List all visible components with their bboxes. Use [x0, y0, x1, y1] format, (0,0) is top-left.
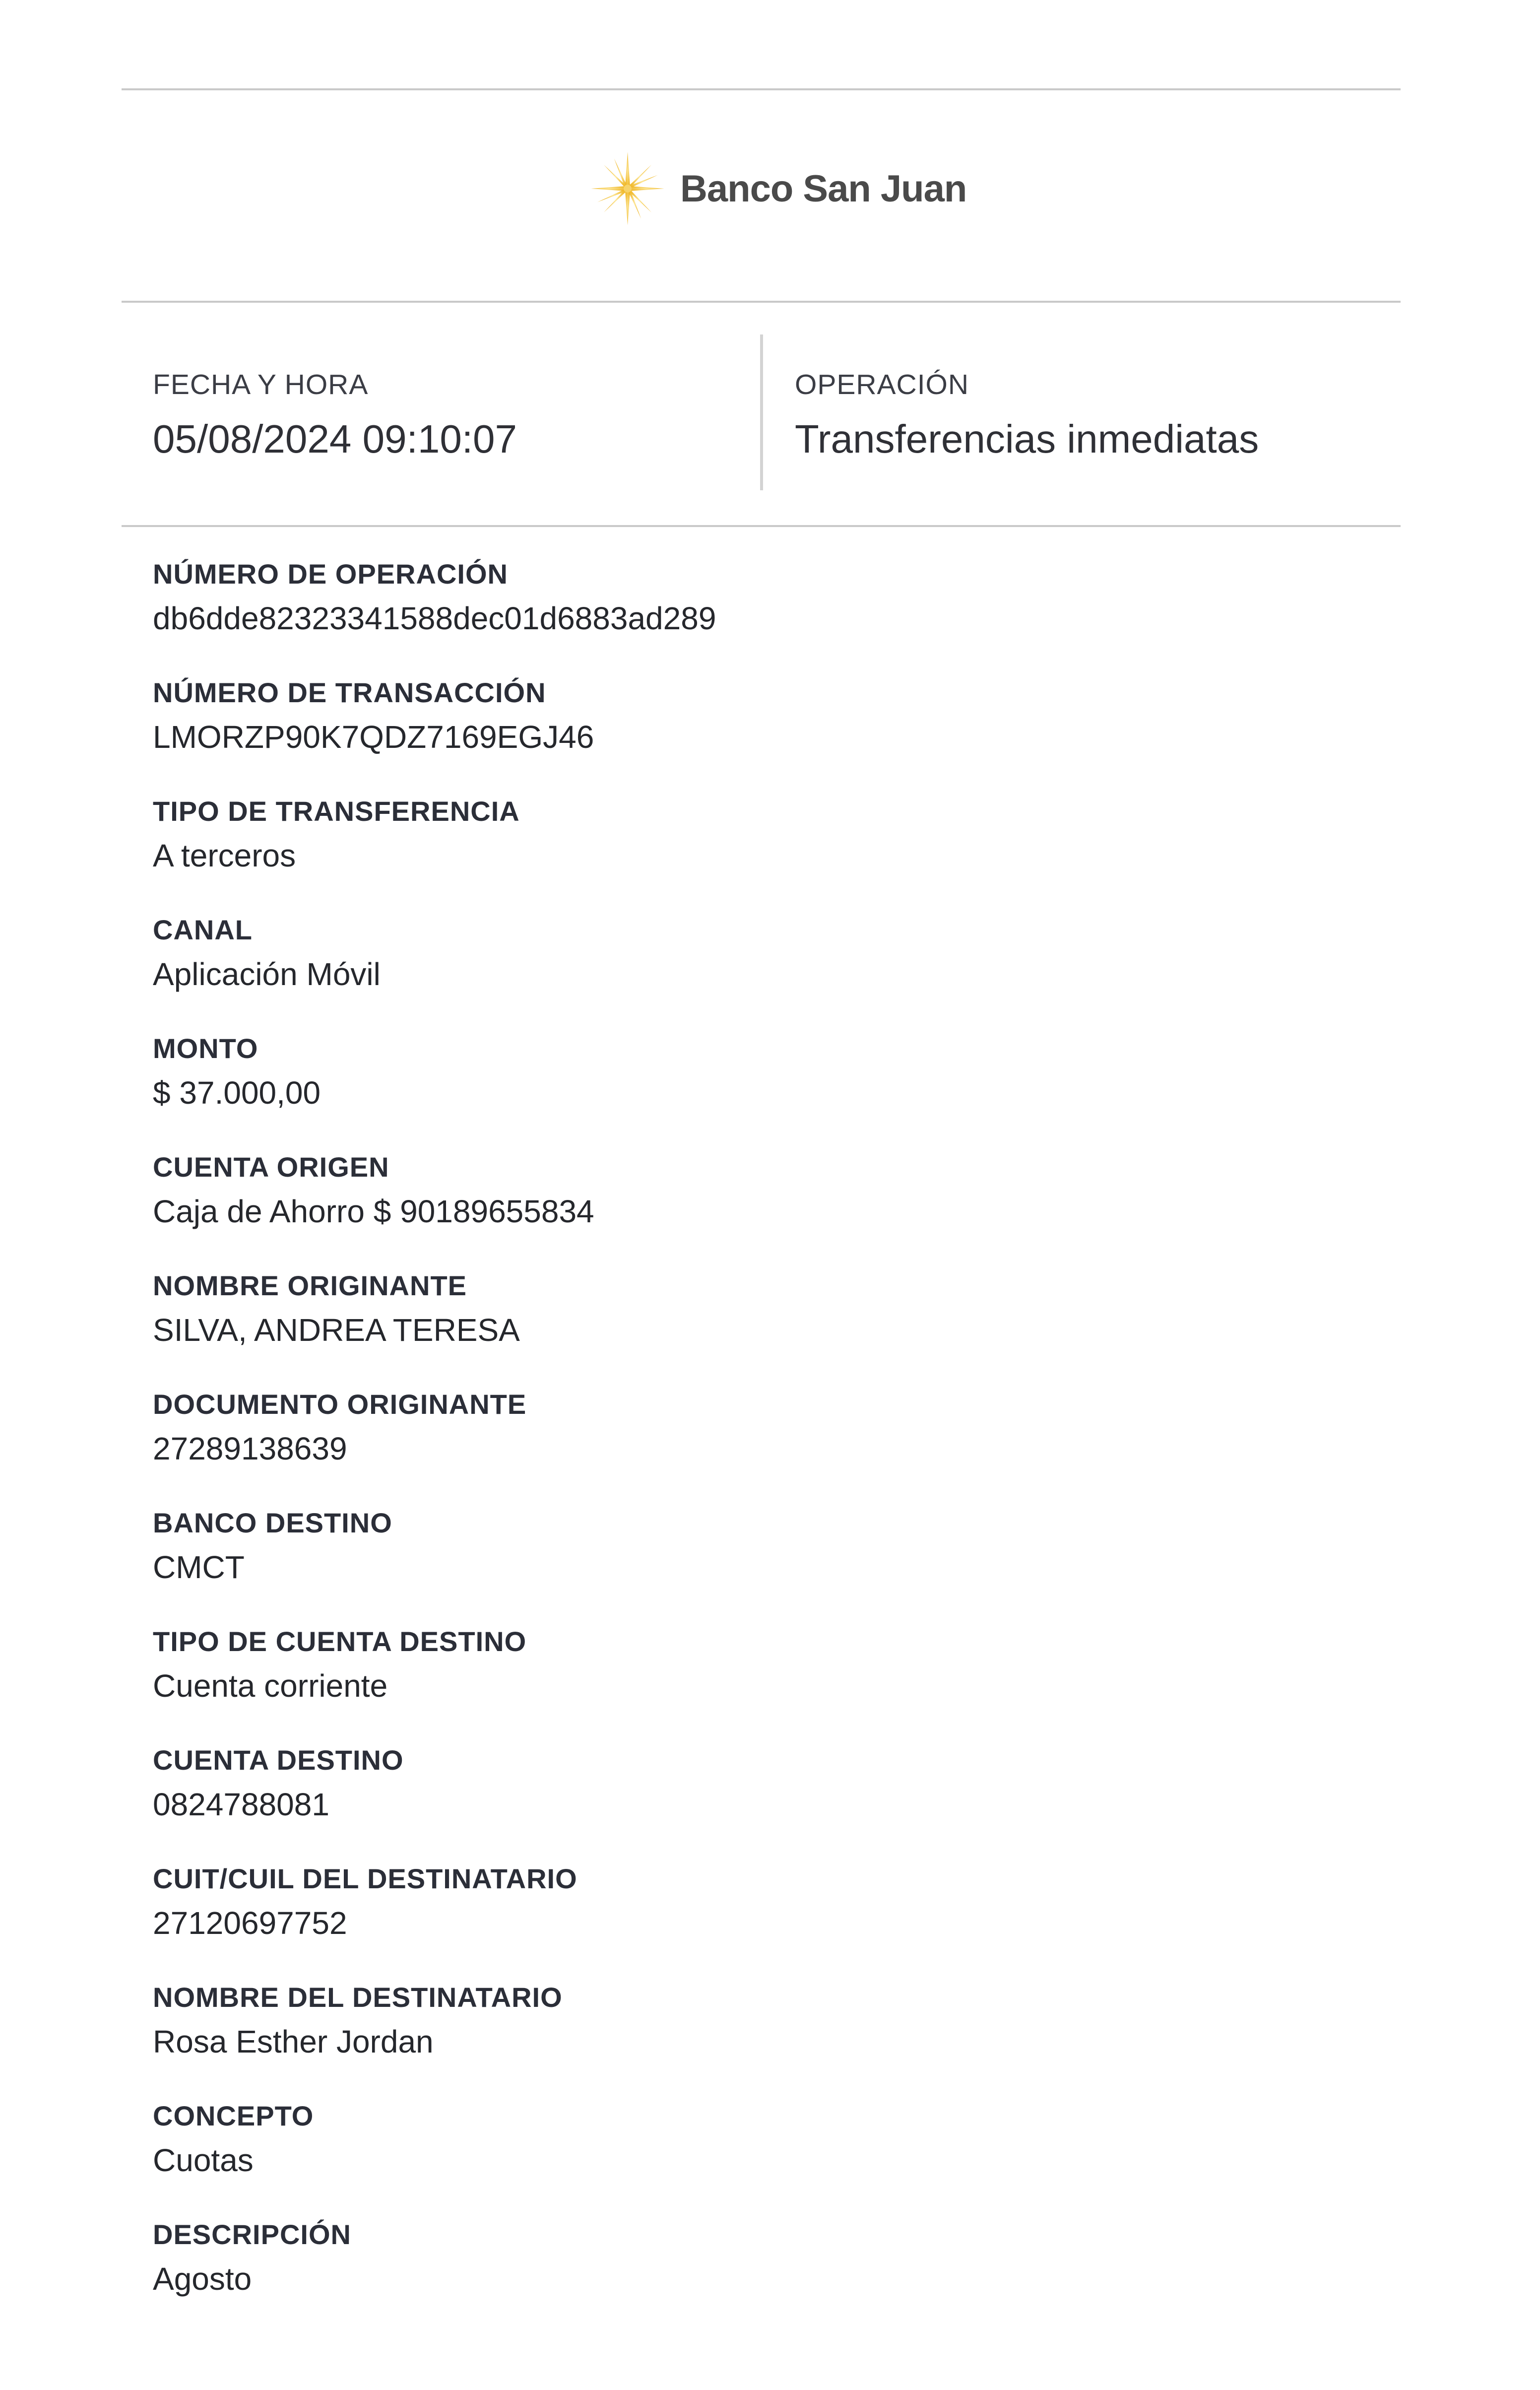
date-time-value: 05/08/2024 09:10:07: [153, 417, 517, 461]
field-description: [153, 2218, 716, 2337]
field-origin-account: [153, 1151, 716, 1269]
field-label: DESCRIPCIÓN: [153, 2219, 351, 2250]
field-value: Aplicación Móvil: [153, 956, 381, 992]
field-label: CANAL: [153, 914, 253, 945]
field-label: NOMBRE ORIGINANTE: [153, 1270, 467, 1301]
field-value: 27120697752: [153, 1905, 347, 1941]
field-label: TIPO DE CUENTA DESTINO: [153, 1626, 527, 1657]
date-time-label: FECHA Y HORA: [153, 369, 369, 400]
field-value: $ 37.000,00: [153, 1075, 321, 1111]
operation-block: [795, 367, 1259, 462]
field-channel: [153, 914, 716, 1032]
field-destination-account: [153, 1744, 716, 1862]
date-time-block: [153, 367, 517, 462]
summary-vertical-divider: [760, 334, 763, 490]
field-label: NOMBRE DEL DESTINATARIO: [153, 1982, 563, 2013]
bank-logo: [588, 149, 966, 228]
field-label: CUENTA DESTINO: [153, 1744, 404, 1776]
field-label: TIPO DE TRANSFERENCIA: [153, 796, 520, 827]
bank-name: Banco San Juan: [680, 167, 967, 210]
receipt-details: [153, 558, 716, 2337]
field-transfer-type: [153, 795, 716, 914]
field-value: Cuotas: [153, 2142, 254, 2178]
field-label: MONTO: [153, 1033, 258, 1064]
field-value: LMORZP90K7QDZ7169EGJ46: [153, 719, 594, 755]
field-destination-account-type: [153, 1625, 716, 1744]
field-label: CUENTA ORIGEN: [153, 1151, 389, 1183]
field-label: DOCUMENTO ORIGINANTE: [153, 1389, 527, 1420]
field-transaction-number: [153, 676, 716, 795]
summary-divider: [122, 525, 1401, 527]
operation-value: Transferencias inmediatas: [795, 417, 1259, 461]
field-operation-number: [153, 558, 716, 676]
field-destination-bank: [153, 1507, 716, 1625]
field-value: A terceros: [153, 838, 296, 873]
field-label: NÚMERO DE OPERACIÓN: [153, 558, 508, 590]
field-value: SILVA, ANDREA TERESA: [153, 1312, 520, 1348]
field-value: db6dde82323341588dec01d6883ad289: [153, 600, 716, 636]
field-value: Caja de Ahorro $ 90189655834: [153, 1194, 594, 1229]
field-concept: [153, 2100, 716, 2218]
field-recipient-cuit: [153, 1862, 716, 1981]
operation-label: OPERACIÓN: [795, 369, 969, 400]
field-value: Rosa Esther Jordan: [153, 2024, 434, 2059]
field-label: CUIT/CUIL DEL DESTINATARIO: [153, 1863, 578, 1894]
field-label: BANCO DESTINO: [153, 1507, 392, 1538]
field-value: Cuenta corriente: [153, 1668, 388, 1704]
field-recipient-name: [153, 1981, 716, 2100]
sun-star-icon: [588, 149, 667, 228]
field-originator-name: [153, 1269, 716, 1388]
field-value: 0824788081: [153, 1787, 329, 1822]
field-originator-document: [153, 1388, 716, 1507]
field-label: NÚMERO DE TRANSACCIÓN: [153, 677, 546, 708]
field-value: 27289138639: [153, 1431, 347, 1466]
top-divider: [122, 88, 1401, 90]
field-value: CMCT: [153, 1549, 245, 1585]
header-divider: [122, 301, 1401, 303]
field-value: Agosto: [153, 2261, 252, 2297]
field-amount: [153, 1032, 716, 1151]
field-label: CONCEPTO: [153, 2100, 314, 2131]
